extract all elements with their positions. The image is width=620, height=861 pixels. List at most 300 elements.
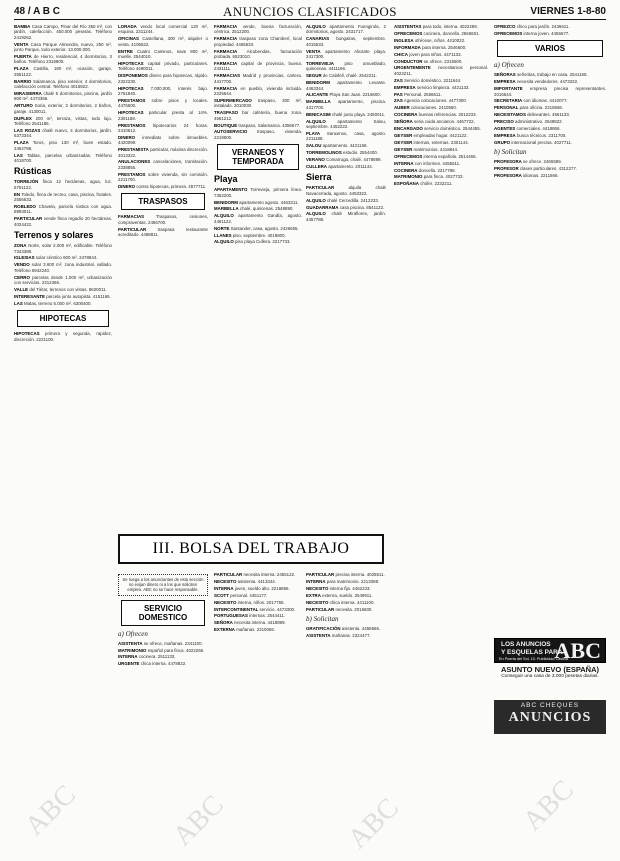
ad-text: Casa Parque Almendra, nuevo, 250 m², junto Parque, todo exterior. 13.000.000. — [14, 41, 112, 53]
ad-text: busca técnicos. 2311700. — [516, 132, 567, 138]
ad-text: apartamento Gandía, agosto. 4461122. — [214, 213, 302, 224]
ad-text: particular, máxima discreción. 4013322. — [118, 147, 208, 158]
ad-text: de Calafell, chalé. 2542211. — [322, 73, 377, 79]
ad-keyword: NORTE — [214, 225, 230, 231]
classified-ad — [306, 593, 386, 598]
ad-text: Comarruga, chalé. 4478899. — [326, 157, 382, 163]
ad-text: buenas referencias. 2012233. — [418, 112, 477, 118]
ad-text: necesita. 2016600. — [335, 606, 373, 612]
ad-keyword: SUPERMERCADO — [214, 97, 252, 103]
ad-text: chico para jardín. 2436611. — [516, 24, 570, 29]
ad-text: dinero para hipotecas, rápido. 2322230. — [118, 73, 208, 84]
classified-ad — [494, 119, 606, 124]
ad-keyword: INTERNA — [214, 585, 234, 591]
ad-keyword: PLAZA — [14, 66, 29, 72]
ad-keyword: ALQUILO — [214, 213, 234, 219]
classified-ad — [14, 179, 112, 190]
classified-ad — [214, 187, 302, 198]
ad-keyword: PAS — [394, 91, 403, 97]
classified-ad — [494, 86, 606, 97]
ad-keyword: SCOTT — [214, 592, 229, 598]
ad-keyword: NECESITAMOS — [494, 112, 526, 118]
classified-ad — [394, 92, 488, 97]
classified-ad — [306, 36, 386, 47]
ad-keyword: CULLERA — [306, 163, 327, 169]
classified-ad — [494, 166, 606, 171]
classified-ad — [214, 110, 302, 121]
ad-text: para oficina. 2215566. — [519, 105, 564, 111]
ad-text: interna joven. 4456677. — [523, 30, 570, 36]
classified-ad — [306, 150, 386, 155]
watermark: ABC — [517, 774, 580, 837]
classified-ad — [494, 24, 606, 29]
ad-keyword: DINERO — [118, 134, 136, 140]
classified-ad — [394, 38, 488, 43]
ad-keyword: IGLESIAS — [14, 255, 35, 261]
ad-text: del Tiétar, terrenos con vistas. 8620011. — [29, 286, 107, 292]
classified-ad — [306, 61, 386, 72]
ad-keyword: ALQUILO — [306, 118, 326, 124]
ad-keyword: PARTICULAR — [214, 572, 243, 577]
ad-keyword: SALOU — [306, 143, 322, 149]
ad-keyword: OFICINAS — [118, 36, 139, 42]
notice-box: Se ruega a los anunciantes de esta sección no exijan dinero ni a los que soliciten empleo. ABC no se hace responsable. — [118, 574, 208, 596]
classified-ad — [214, 579, 302, 584]
ad-text: para interna. 2546600. — [422, 44, 467, 50]
classified-ad — [394, 126, 488, 131]
classified-ad — [494, 105, 606, 110]
classified-ad — [14, 192, 112, 203]
ad-keyword: EMPRESA — [494, 132, 516, 138]
classified-ad — [214, 200, 302, 205]
classified-ad — [214, 129, 302, 140]
ad-keyword: PORTUGUESAS — [214, 613, 248, 619]
classified-ad — [118, 49, 208, 60]
ad-text: empresa precisa representantes. 2016644. — [494, 86, 606, 97]
ad-keyword: HIPOTECAS — [118, 85, 144, 91]
ad-text: chica interna. 4411100. — [329, 599, 375, 605]
classified-ad — [118, 654, 208, 659]
classified-ad — [394, 24, 488, 29]
classified-ad — [306, 211, 386, 222]
ad-keyword: HIPOTECAS — [118, 110, 144, 116]
ad-keyword: APARTAMENTO — [214, 187, 248, 193]
ad-text: servicio doméstico. 2544455. — [424, 126, 481, 132]
ad-keyword: PRESTAMOS — [118, 171, 146, 177]
section-heading: Sierra — [306, 172, 332, 183]
ad-keyword: ESPOÑANA — [394, 181, 419, 187]
ad-text: chalé, quincenas. 2548890. — [239, 206, 294, 212]
classified-ad — [306, 607, 386, 612]
ad-text: matrimonios. 4418844. — [413, 146, 459, 152]
classified-ad — [394, 119, 488, 124]
asunto-text: Conseguir una casa de 3.000 pesetas diarias. — [501, 674, 599, 679]
ad-keyword: SEÑORA — [394, 119, 413, 125]
classified-ad — [14, 116, 112, 127]
ad-text: finca 12 hectáreas, agua, luz. 6751122. — [14, 179, 112, 190]
ad-keyword: ENCARGADO — [394, 126, 423, 132]
ad-text: vende, buena facturación, céntrica. 2512200. — [214, 24, 302, 35]
classified-ad — [14, 262, 112, 273]
classified-ad — [394, 133, 488, 138]
section-heading: Rústicas — [14, 166, 52, 177]
ad-keyword: FARMACIAS — [214, 73, 241, 79]
ad-text: cocinera. 2511133. — [138, 654, 176, 660]
ad-text: asistenta. 4413344. — [237, 578, 276, 584]
ad-text: de Hierro, residencial, 4 dormitorios, 3 baños. Teléfono 2316800. — [14, 54, 112, 65]
section-box-heading: VARIOS — [497, 40, 603, 57]
ad-text: casa piscina. 8541122. — [339, 204, 385, 210]
classified-ad — [306, 80, 386, 91]
classified-ad — [394, 45, 488, 50]
classified-ad — [214, 24, 302, 35]
classified-ad — [394, 154, 488, 159]
classified-ad — [306, 572, 386, 577]
classified-ad — [118, 184, 208, 189]
ad-keyword: ROBLEDO — [14, 203, 36, 209]
ad-keyword: ASISTENTA — [306, 632, 331, 638]
classified-ad — [306, 112, 386, 117]
ad-keyword: EMPRESA — [394, 84, 416, 90]
classified-ad — [394, 181, 488, 186]
classified-ad — [214, 213, 302, 224]
ad-keyword: LAS — [14, 300, 23, 306]
ad-keyword: INTERESANTE — [14, 293, 45, 299]
classified-ad — [118, 61, 208, 72]
ad-text: cancelaciones, tramitación. 2338855. — [118, 159, 208, 170]
ad-text: chica interna. 4478822. — [140, 661, 187, 667]
classified-ad — [306, 600, 386, 605]
ad-keyword: PARTICULAR — [118, 226, 147, 232]
ad-text: chófer. 2232211. — [420, 181, 453, 187]
ad-keyword: BARRIO — [14, 78, 32, 84]
ad-text: Soria, exterior, 3 dormitorios, 2 baños, garaje. 4130011. — [14, 103, 112, 114]
classified-ad — [214, 73, 302, 84]
ad-keyword: CHICA — [394, 51, 408, 57]
ad-text: servicio. 4473300. — [259, 606, 296, 612]
classified-ad — [306, 185, 386, 196]
ad-keyword: TRASPASO — [214, 110, 239, 116]
classified-ad — [214, 123, 302, 128]
ad-text: traspaso zona Chamberí, local propiedad. 4465533. — [214, 36, 302, 47]
ad-text: Tablas, parcelas urbanizadas. Teléfono 4018700. — [14, 152, 112, 163]
classified-ad — [394, 78, 488, 83]
classified-ad — [306, 626, 386, 631]
cheques-advertisement — [494, 700, 606, 734]
classified-ad — [394, 112, 488, 117]
ad-text: señoritas, trabajo en casa. 2541155. — [516, 72, 588, 78]
ad-text: capital privado, particulares. Teléfono 4490011. — [118, 60, 208, 72]
ad-keyword: CANARIAS — [306, 36, 330, 42]
ad-keyword: FARMACIAS — [118, 214, 145, 220]
classified-ad — [394, 140, 488, 145]
ad-text: primera y segunda, rapidez, discreción. 2221100. — [14, 331, 112, 342]
ad-keyword: BENIDORM — [306, 80, 330, 86]
section-heading: Terrenos y solares — [14, 230, 94, 241]
classified-ad — [14, 24, 112, 40]
classified-ad — [494, 159, 606, 164]
ad-text: se ofrece. 2315500. — [423, 58, 463, 64]
classified-ad — [14, 91, 112, 102]
ad-text: traspaso, Salamanca. 4356677. — [238, 122, 301, 128]
ad-text: se ofrece, mañanas. 2341100. — [143, 640, 203, 646]
ad-text: ofrécese, niños. 4410022. — [414, 37, 466, 43]
ad-keyword: GEYSER — [394, 139, 413, 145]
ad-keyword: CONDUCTOR — [394, 58, 423, 64]
cheques-title: ABC CHEQUES — [520, 702, 580, 709]
section-box-heading: SERVICIO DOMESTICO — [121, 600, 205, 626]
watermark: ABC — [167, 789, 230, 852]
ad-keyword: NECESITO — [306, 599, 329, 605]
ad-keyword: DISPONEMOS — [118, 73, 148, 79]
ad-keyword: INTERNA — [306, 578, 326, 584]
classified-ad — [214, 613, 302, 618]
classified-ad — [214, 49, 302, 60]
ad-keyword: FARMACIA — [214, 85, 238, 91]
ad-text: interna fija. 4462233. — [329, 585, 371, 591]
ad-text: piso playa Cullera. 2217733. — [235, 239, 291, 245]
classified-ad — [214, 226, 302, 231]
classified-ad — [14, 243, 112, 254]
ad-keyword: ZONA — [14, 243, 27, 249]
classified-ad — [494, 79, 606, 84]
ad-text: Personal. 2556611. — [403, 91, 442, 97]
ad-keyword: PARTICULAR — [14, 216, 43, 222]
classified-ad — [306, 198, 386, 203]
ad-keyword: COCINERA — [394, 167, 418, 173]
ad-text: chalé junto playa. 2450011. — [331, 111, 386, 117]
ad-text: externa, sueldo. 2549911. — [322, 592, 373, 598]
ad-keyword: COCINERA — [394, 112, 418, 118]
classified-ad — [118, 661, 208, 666]
ad-keyword: ALQUILO — [306, 197, 326, 203]
ad-text: mañanas. 2324477. — [331, 632, 371, 638]
classified-ad — [214, 86, 302, 97]
ad-keyword: PRESTAMOS — [118, 97, 146, 103]
ad-text: internas, externas. 2301144. — [413, 139, 469, 145]
classified-column-3 — [214, 24, 302, 529]
classified-ad — [14, 79, 112, 90]
ad-text: Matas, terreno 5.000 m². 6300400. — [24, 300, 92, 306]
classified-ad — [494, 173, 606, 178]
ad-keyword: NECESITO — [306, 585, 329, 591]
ad-text: comerciales. 4418866. — [516, 126, 561, 132]
ad-text: apartamento. 2011144. — [328, 163, 373, 169]
classified-ad — [118, 123, 208, 134]
ad-keyword: BENIDORM — [214, 199, 238, 205]
ad-text: para finca. 4027733. — [423, 174, 464, 180]
ad-keyword: OFRECEMOS — [494, 30, 523, 36]
ad-keyword: PLAZA — [14, 140, 29, 146]
ad-text: necesita vendedores. 4473322. — [516, 79, 579, 85]
classified-ad — [14, 275, 112, 286]
ad-keyword: DINERO — [118, 184, 136, 190]
ad-keyword: ALQUILO — [306, 211, 326, 217]
ad-text: Toledo, finca de recreo, casa, piscina, frutales. 2556633. — [14, 191, 112, 203]
ad-text: traspasa restaurante acreditado. 4488811. — [118, 226, 208, 238]
classified-ad — [394, 147, 488, 152]
classified-ad — [214, 36, 302, 47]
ad-keyword: INTERNA — [394, 160, 414, 166]
ad-text: chalé nuevo, 4 dormitorios, jardín. 6373344. — [14, 127, 112, 139]
classified-ad — [214, 600, 302, 605]
classified-ad — [394, 98, 488, 103]
classified-ad — [14, 255, 112, 260]
bolsa-column-1 — [118, 572, 208, 832]
ad-keyword: ENTRE — [118, 48, 133, 54]
ad-keyword: BOUTIQUE — [214, 122, 238, 128]
section-box-heading: TRASPASOS — [121, 193, 205, 210]
ad-keyword: AGENTES — [494, 126, 516, 132]
ad-keyword: HIPOTECAS — [14, 331, 40, 337]
ad-keyword: LLANES — [214, 232, 232, 238]
ad-keyword: HIPOTECAS — [118, 60, 144, 66]
ad-text: Sanxenxo, casa, agosto. 2211188. — [306, 130, 386, 142]
watermark: ABC — [342, 792, 405, 855]
ad-keyword: TORREVIEJA — [306, 60, 334, 66]
ad-text: Traspasos, cesiones, compraventas. 2456700. — [118, 214, 208, 225]
ad-keyword: PRESTAMISTA — [118, 147, 149, 153]
classified-ad — [214, 233, 302, 238]
ad-text: apartamento, piscina. 4317700. — [306, 99, 386, 110]
classified-column-1 — [14, 24, 112, 854]
ad-text: idiomas. 2211566. — [523, 173, 559, 179]
ad-text: Playa San Juan. 2216600. — [329, 92, 381, 98]
ad-keyword: LAS — [14, 152, 23, 158]
ad-keyword: TORREMOLINOS — [306, 150, 342, 156]
classified-ad — [394, 65, 488, 76]
classified-column-6 — [494, 24, 606, 634]
ad-keyword: IMPORTANTE — [494, 86, 523, 92]
classified-ad — [306, 119, 386, 130]
ad-keyword: ZAS — [394, 98, 403, 104]
ad-text: personal. 4451177. — [230, 592, 268, 598]
subsection-heading: a) Ofrecen — [118, 629, 148, 638]
ad-keyword: PRESTAMOS — [118, 122, 146, 128]
ad-text: parcela junto autopista. 4151166. — [46, 293, 111, 299]
asunto-nuevo-advertisement — [494, 665, 606, 697]
classified-ad — [14, 153, 112, 164]
ad-keyword: EXTRA — [306, 592, 321, 598]
ad-keyword: SEGUR — [306, 73, 322, 79]
classified-ad — [118, 147, 208, 158]
ad-text: Torrevieja, primera línea. 7352200. — [214, 187, 302, 198]
ad-keyword: GEYSER — [394, 146, 413, 152]
classified-ad — [14, 216, 112, 227]
classified-ad — [14, 301, 112, 306]
ad-text: particular presta al 14%. 2301188. — [118, 110, 208, 121]
ad-text: seria cuida ancianos. 4467722. — [414, 119, 475, 125]
classified-ad — [214, 572, 302, 577]
classified-ad — [118, 24, 208, 35]
ad-text: Santander, casa, agosto. 2426655. — [230, 225, 299, 231]
abc-logo: ABC — [554, 638, 601, 663]
ad-text: traspaso, vivienda. 2219500. — [214, 129, 302, 140]
ad-keyword: OFREZCO — [494, 24, 516, 29]
ad-keyword: SECRETARIA — [494, 98, 523, 104]
cheques-big-text: ANUNCIOS — [508, 710, 592, 725]
classified-ad — [214, 593, 302, 598]
classified-ad — [14, 140, 112, 151]
ad-keyword: VENTA — [306, 48, 321, 54]
classified-ad — [214, 98, 302, 109]
ad-text: Toros, piso 130 m², buen estado. 2452788. — [14, 140, 112, 151]
classified-ad — [118, 214, 208, 225]
classified-ad — [494, 112, 606, 117]
ad-text: con idiomas. 4410077. — [523, 98, 568, 104]
ad-text: cocinera, doncella. 2566601. — [423, 30, 480, 36]
classified-ad — [118, 135, 208, 146]
ad-keyword: PLAYA — [306, 130, 321, 136]
ad-keyword: MARBELLA — [214, 206, 239, 212]
classified-ad — [118, 98, 208, 109]
ad-text: hipotecarios 24 horas. 2410612. — [118, 122, 208, 133]
classified-ad — [306, 99, 386, 110]
abc-ad-line-2: Y ESQUELAS PARA — [501, 649, 563, 656]
classified-ad — [14, 42, 112, 53]
classified-ad — [118, 172, 208, 183]
ad-text: chalé 5 dormitorios, piscina, jardín 800 m². 4473366. — [14, 90, 112, 102]
ad-text: Chavela, parcela rústica con agua. 8993011. — [14, 203, 112, 215]
ad-text: necesitamos personal. 4022211. — [394, 65, 488, 76]
classified-column-5 — [394, 24, 488, 854]
page-header — [14, 4, 606, 20]
ad-text: delineantes. 4561133. — [527, 112, 570, 118]
ad-text: empleadas hogar. 4421122. — [413, 133, 468, 138]
ad-keyword: VERANO — [306, 157, 325, 163]
classified-ad — [394, 31, 488, 36]
ad-text: clases particulares. 4312277. — [519, 166, 577, 172]
ad-keyword: NECESITO — [214, 578, 237, 584]
classified-ad — [394, 174, 488, 179]
abc-advertisement — [494, 638, 606, 663]
ad-keyword: EMPRESA — [494, 79, 516, 85]
ad-text: precisa interna. 4025511. — [335, 572, 385, 577]
issue-date: VIERNES 1-8-80 — [530, 6, 606, 17]
ad-keyword: PROFESORA — [494, 173, 522, 179]
ad-keyword: BENICASIM — [306, 111, 331, 117]
ad-keyword: ZAS — [394, 77, 403, 83]
ad-text: bar cafetería, buena zona. 4561212. — [214, 110, 302, 121]
ad-text: 7.000.000, interés bajo. 2751840. — [118, 85, 208, 96]
ad-keyword: GEYSER — [394, 133, 413, 138]
classified-ad — [214, 607, 302, 612]
abc-ad-address: En Puerta del Sol, 10. Publicidad Castilla — [499, 657, 569, 661]
ad-text: chalé Cercedilla. 2412233. — [327, 197, 379, 203]
ad-text: necesita interna. 4418899. — [234, 620, 286, 626]
ad-text: apartamento Salou, septiembre. 4452222. — [306, 118, 386, 129]
ad-text: necesita interna. 2455122. — [243, 572, 296, 577]
classified-ad — [306, 143, 386, 148]
ad-keyword: MATRIMONIO — [394, 174, 423, 180]
ad-keyword: PARTICULAR — [306, 185, 335, 191]
ad-keyword: MIRASIERRA — [14, 90, 42, 96]
classified-column-2 — [118, 24, 208, 529]
ad-keyword: FARMACIA — [214, 48, 238, 54]
section-title: ANUNCIOS CLASIFICADOS — [222, 4, 398, 19]
classified-ad — [394, 161, 488, 166]
ad-text: capital de provincia, buena. 2431111. — [214, 60, 302, 72]
ad-text: Agencia colocaciones. 4477300. — [403, 98, 468, 104]
ad-keyword: TORREJÓN — [14, 179, 39, 185]
ad-keyword: LORADA — [118, 24, 137, 29]
ad-text: piso, septiembre. 4018800. — [232, 232, 286, 238]
classified-ad — [394, 168, 488, 173]
classified-ad — [494, 31, 606, 36]
ad-text: Madrid y provincias, cartera. 4417700. — [214, 73, 302, 84]
ad-text: apartamento agosto. 4463311. — [239, 199, 299, 205]
ad-text: chalé Miraflores, jardín. 4457788. — [306, 211, 386, 222]
